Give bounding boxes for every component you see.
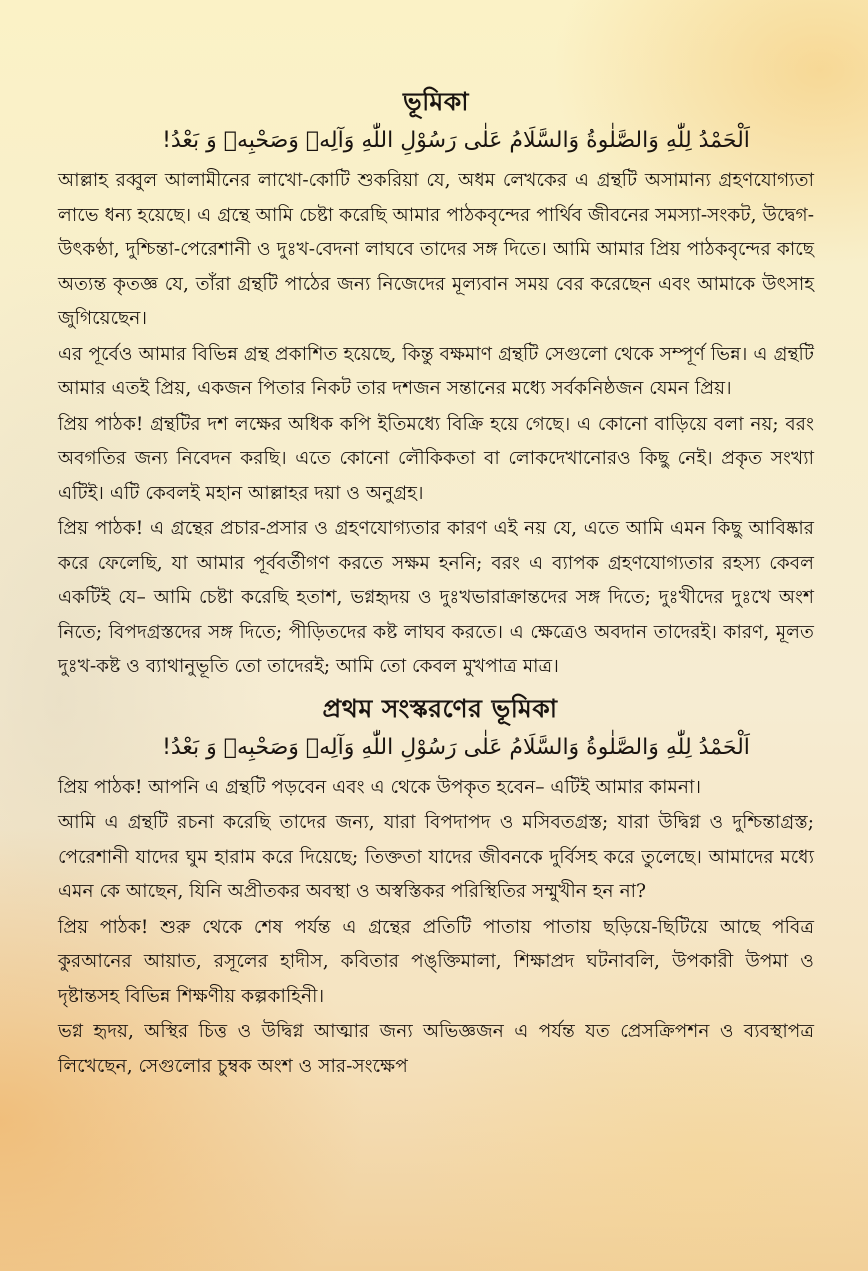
first-edition-paragraph: ভগ্ন হৃদয়, অস্থির চিত্ত ও উদ্বিগ্ন আত্মার জন্য অভিজ্ঞজন এ পর্যন্ত যত প্রেসক্রিপশন ও ব্যবস্থাপত্র লিখেছেন, সেগুলোর চুম্বক অংশ ও সার-সংক্ষেপ <box>58 1021 814 1077</box>
first-edition-paragraph: প্রিয় পাঠক! শুরু থেকে শেষ পর্যন্ত এ গ্রন্থের প্রতিটি পাতায় পাতায় ছড়িয়ে-ছিটিয়ে আছে পবিত্র কুরআনের আয়াত, রসূলের হাদীস, কবিতার পঙ্‌ক্তিমালা, শিক্ষাপ্রদ ঘটনাবলি, উপকারী উপমা ও দৃষ্টান্তসহ বিভিন্ন শিক্ষণীয় কল্পকাহিনী। <box>58 916 814 1007</box>
preface-paragraph: প্রিয় পাঠক! গ্রন্থটির দশ লক্ষের অধিক কপি ইতিমধ্যে বিক্রি হয়ে গেছে। এ কোনো বাড়িয়ে বলা নয়; বরং অবগতির জন্য নিবেদন করছি। এতে কোনো লৌকিকতা বা লোকদেখানোরও কিছু নেই। প্রকৃত সংখ্যা এটিই। এটি কেবলই মহান আল্লাহর দয়া ও অনুগ্রহ। <box>58 413 814 504</box>
first-edition-preface-section <box>58 691 814 1085</box>
arabic-invocation: اَلْحَمْدُ لِلّٰهِ وَالصَّلٰوةُ وَالسَّلَامُ عَلٰى رَسُوْلِ اللّٰهِ وَآلِهٖ وَصَحْبِهٖ وَ بَعْدُ! <box>162 734 750 760</box>
first-edition-paragraph: প্রিয় পাঠক! আপনি এ গ্রন্থটি পড়বেন এবং এ থেকে উপকৃত হবেন– এটিই আমার কামনা। <box>58 776 701 798</box>
preface-paragraph: আল্লাহ রব্বুল আলামীনের লাখো-কোটি শুকরিয়া যে, অধম লেখকের এ গ্রন্থটি অসামান্য গ্রহণযোগ্যতা লাভে ধন্য হয়েছে। এ গ্রন্থে আমি চেষ্টা করেছি আমার পাঠকবৃন্দের পার্থিব জীবনের সমস্যা-সংকট, উদ্বেগ-উৎকণ্ঠা, দুশ্চিন্তা-পেরেশানী ও দুঃখ-বেদনা লাঘবে তাদের সঙ্গ দিতে। আমি আমার প্রিয় পাঠকবৃন্দের কাছে অত্যন্ত কৃতজ্ঞ যে, তাঁরা গ্রন্থটি পাঠের জন্য নিজেদের মূল্যবান সময় বের করেছেন এবং আমাকে উৎসাহ জুগিয়েছেন। <box>58 170 814 329</box>
book-page <box>58 84 814 1084</box>
first-edition-paragraph: আমি এ গ্রন্থটি রচনা করেছি তাদের জন্য, যারা বিপদাপদ ও মসিবতগ্রস্ত; যারা উদ্বিগ্ন ও দুশ্চিন্তাগ্রস্ত; পেরেশানী যাদের ঘুম হারাম করে দিয়েছে; তিক্ততা যাদের জীবনকে দুর্বিসহ করে তুলেছে। আমাদের মধ্যে এমন কে আছেন, যিনি অপ্রীতকর অবস্থা ও অস্বস্তিকর পরিস্থিতির সম্মুখীন হন না? <box>58 812 814 902</box>
preface-paragraph: এর পূর্বেও আমার বিভিন্ন গ্রন্থ প্রকাশিত হয়েছে, কিন্তু বক্ষমাণ গ্রন্থটি সেগুলো থেকে সম্পূর্ণ ভিন্ন। এ গ্রন্থটি আমার এতই প্রিয়, একজন পিতার নিকট তার দশজন সন্তানের মধ্যে সর্বকনিষ্ঠজন যেমন প্রিয়। <box>58 343 814 399</box>
arabic-invocation: اَلْحَمْدُ لِلّٰهِ وَالصَّلٰوةُ وَالسَّلَامُ عَلٰى رَسُوْلِ اللّٰهِ وَآلِهٖ وَصَحْبِهٖ وَ بَعْدُ! <box>162 128 750 153</box>
preface-paragraph: প্রিয় পাঠক! এ গ্রন্থের প্রচার-প্রসার ও গ্রহণযোগ্যতার কারণ এই নয় যে, এতে আমি এমন কিছু আবিষ্কার করে ফেলেছি, যা আমার পূর্ববর্তীগণ করতে সক্ষম হননি; বরং এ ব্যাপক গ্রহণযোগ্যতার রহস্য কেবল একটিই যে– আমি চেষ্টা করেছি হতাশ, ভগ্নহৃদয় ও দুঃখভারাক্রান্তদের সঙ্গ দিতে; দুঃখীদের দুঃখে অংশ নিতে; বিপদগ্রস্তদের সঙ্গ দিতে; পীড়িতদের কষ্ট লাঘব করতে। এ ক্ষেত্রেও অবদান তাদেরই। কারণ, মূলত দুঃখ-কষ্ট ও ব্যাথানুভূতি তো তাদেরই; আমি তো কেবল মুখপাত্র মাত্র। <box>58 518 814 677</box>
first-edition-preface-title: প্রথম সংস্করণের ভূমিকা <box>322 693 558 723</box>
preface-title: ভূমিকা <box>403 87 469 116</box>
